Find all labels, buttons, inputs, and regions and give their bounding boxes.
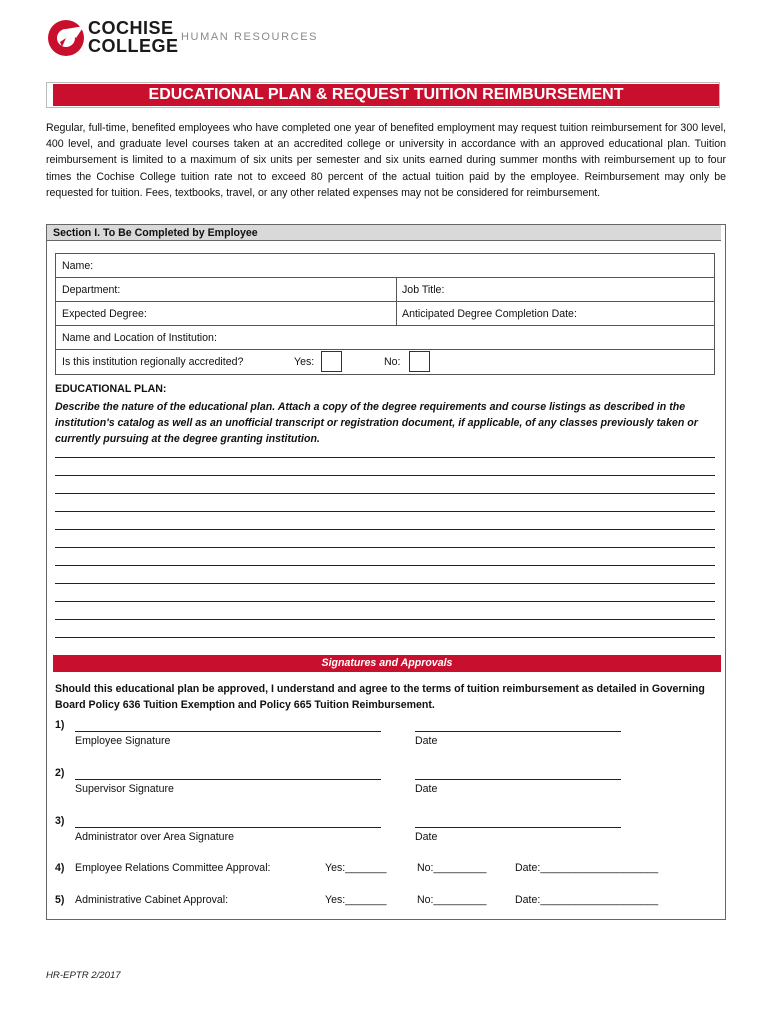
- item-number-4: 4): [55, 862, 65, 874]
- plan-line[interactable]: [55, 565, 715, 566]
- plan-line[interactable]: [55, 457, 715, 458]
- expected-degree-field[interactable]: Expected Degree:: [62, 308, 147, 320]
- form-code: HR-EPTR 2/2017: [46, 970, 121, 981]
- item-number-2: 2): [55, 767, 65, 779]
- section1-heading: Section I. To Be Completed by Employee: [47, 225, 721, 241]
- degree-row: [56, 302, 714, 326]
- cabinet-date-field[interactable]: Date:____________________: [515, 894, 659, 906]
- plan-line[interactable]: [55, 637, 715, 638]
- employee-signature-line[interactable]: [75, 731, 381, 732]
- completion-date-field[interactable]: Anticipated Degree Completion Date:: [402, 308, 577, 320]
- plan-line[interactable]: [55, 475, 715, 476]
- employee-signature-label: Employee Signature: [75, 735, 171, 747]
- no-label: No:: [384, 356, 401, 368]
- erc-yes-field[interactable]: Yes:_______: [325, 862, 387, 874]
- logo-mark-icon: [46, 16, 86, 60]
- supervisor-signature-line[interactable]: [75, 779, 381, 780]
- admin-signature-label: Administrator over Area Signature: [75, 831, 234, 843]
- intro-paragraph: Regular, full-time, benefited employees who have completed one year of benefited employment may request tuition reimbursement for 300 level, 400 level, and graduate level courses taken at an accredited college or university in accordance with an approved educational plan. Tuition reimbursement is limited to a maximum of six units per semester and six units earned during summer months with reimbursement up to four times the Cochise College tuition rate not to exceed 80 percent of the actual tuition paid by the employee. Reimbursement may only be requested for tuition. Fees, textbooks, travel, or any other related expenses may not be considered for reimbursement.: [46, 122, 726, 199]
- plan-line[interactable]: [55, 529, 715, 530]
- name-field[interactable]: Name:: [62, 260, 94, 272]
- department-row: [56, 278, 714, 302]
- erc-approval-label: Employee Relations Committee Approval:: [75, 862, 271, 874]
- plan-line[interactable]: [55, 547, 715, 548]
- plan-line[interactable]: [55, 583, 715, 584]
- logo-text-college: COLLEGE: [88, 36, 179, 56]
- institution-row: [56, 326, 714, 350]
- employee-fields-table: [55, 253, 715, 375]
- admin-date-line[interactable]: [415, 827, 621, 828]
- department-field[interactable]: Department:: [62, 284, 121, 296]
- supervisor-date-label: Date: [415, 783, 438, 795]
- yes-checkbox[interactable]: [321, 351, 342, 372]
- title-bar: [46, 82, 720, 108]
- institution-field[interactable]: Name and Location of Institution:: [62, 332, 217, 344]
- item-number-5: 5): [55, 894, 65, 906]
- accredited-question: Is this institution regionally accredited?: [62, 356, 244, 368]
- job-title-field[interactable]: Job Title:: [402, 284, 445, 296]
- edu-plan-label: EDUCATIONAL PLAN:: [55, 383, 167, 395]
- admin-signature-line[interactable]: [75, 827, 381, 828]
- erc-no-field[interactable]: No:_________: [417, 862, 487, 874]
- logo-text-cochise: COCHISE: [88, 18, 174, 38]
- supervisor-signature-label: Supervisor Signature: [75, 783, 174, 795]
- agreement-statement: Should this educational plan be approved, I understand and agree to the terms of tuition reimbursement as detailed in Governing Board Policy 636 Tuition Exemption and Policy 665 Tuition Reimbursement.: [55, 683, 705, 711]
- edu-plan-description: Describe the nature of the educational plan. Attach a copy of the degree requirements and course listings as described in the institution's catalog as well as an unofficial transcript or registration document, if applicable, of any classes previously taken or currently pursuing at the degree granting institution.: [55, 401, 698, 445]
- accredited-row: [56, 350, 714, 374]
- employee-date-line[interactable]: [415, 731, 621, 732]
- no-checkbox[interactable]: [409, 351, 430, 372]
- cabinet-no-field[interactable]: No:_________: [417, 894, 487, 906]
- yes-label: Yes:: [294, 356, 315, 368]
- supervisor-date-line[interactable]: [415, 779, 621, 780]
- signatures-heading: Signatures and Approvals: [53, 655, 721, 672]
- plan-line[interactable]: [55, 619, 715, 620]
- college-logo: [46, 16, 179, 60]
- cabinet-yes-field[interactable]: Yes:_______: [325, 894, 387, 906]
- form-section: [46, 224, 726, 920]
- erc-date-field[interactable]: Date:____________________: [515, 862, 659, 874]
- page-title: EDUCATIONAL PLAN & REQUEST TUITION REIMBURSEMENT: [53, 84, 719, 106]
- item-number-1: 1): [55, 719, 65, 731]
- plan-line[interactable]: [55, 511, 715, 512]
- admin-date-label: Date: [415, 831, 438, 843]
- item-number-3: 3): [55, 815, 65, 827]
- cabinet-approval-label: Administrative Cabinet Approval:: [75, 894, 229, 906]
- name-row: [56, 254, 714, 278]
- plan-line[interactable]: [55, 601, 715, 602]
- plan-line[interactable]: [55, 493, 715, 494]
- employee-date-label: Date: [415, 735, 438, 747]
- department-label: HUMAN RESOURCES: [181, 31, 319, 43]
